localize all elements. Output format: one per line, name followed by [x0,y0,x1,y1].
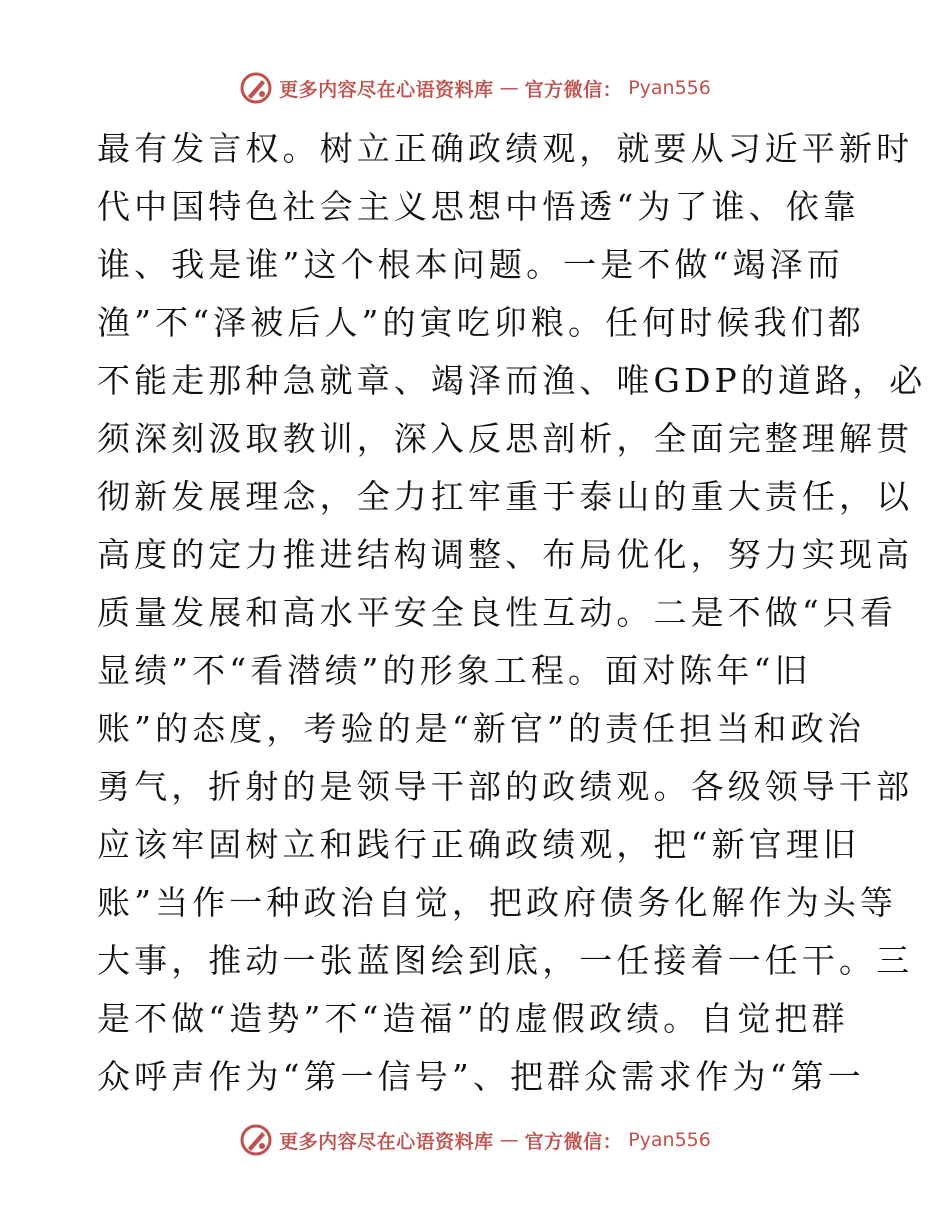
text-line: 应该牢固树立和践行正确政绩观，把“新官理旧 [97,825,860,864]
watermark-site-name: 更多内容尽在心语资料库 [279,78,494,101]
text-line: 大事，推动一张蓝图绘到底，一任接着一任干。三 [97,941,914,980]
watermark-account: Pyan556 [628,77,711,99]
text-line: 代中国特色社会主义思想中悟透“为了谁、依靠 [97,187,860,226]
text-line: 须深刻汲取教训，深入反思剖析，全面完整理解贯 [97,419,914,458]
text-line: 是不做“造势”不“造福”的虚假政绩。自觉把群 [97,999,849,1038]
watermark-label: 官方微信： [524,1130,623,1153]
watermark-separator: — [499,1129,519,1151]
text-line: 高度的定力推进结构调整、布局优化，努力实现高 [97,535,914,574]
text-line: 显绩”不“看潜绩”的形象工程。面对陈年“旧 [97,651,812,690]
text-line: 账”当作一种政治自觉，把政府债务化解作为头等 [97,883,898,922]
text-line: 最有发言权。树立正确政绩观，就要从习近平新时 [97,129,914,168]
watermark-site-name: 更多内容尽在心语资料库 [279,1130,494,1153]
pen-logo-icon [239,1123,273,1157]
text-line: 彻新发展理念，全力扛牢重于泰山的重大责任，以 [97,477,914,516]
footer-watermark [0,1120,950,1160]
text-line: 账”的态度，考验的是“新官”的责任担当和政治 [97,709,865,748]
text-line: 勇气，折射的是领导干部的政绩观。各级领导干部 [97,767,914,806]
watermark-label: 官方微信： [524,78,623,101]
text-line: 质量发展和高水平安全良性互动。二是不做“只看 [97,593,898,632]
document-body [97,120,927,1106]
header-watermark [0,68,950,108]
text-line: 众呼声作为“第一信号”、把群众需求作为“第一 [97,1057,865,1096]
watermark-separator: — [499,77,519,99]
text-line: 谁、我是谁”这个根本问题。一是不做“竭泽而 [97,245,844,284]
pen-logo-icon [239,71,273,105]
text-line: 渔”不“泽被后人”的寅吃卯粮。任何时候我们都 [97,303,865,342]
watermark-account: Pyan556 [628,1129,711,1151]
text-line: 不能走那种急就章、竭泽而渔、唯GDP的道路，必 [97,361,927,400]
